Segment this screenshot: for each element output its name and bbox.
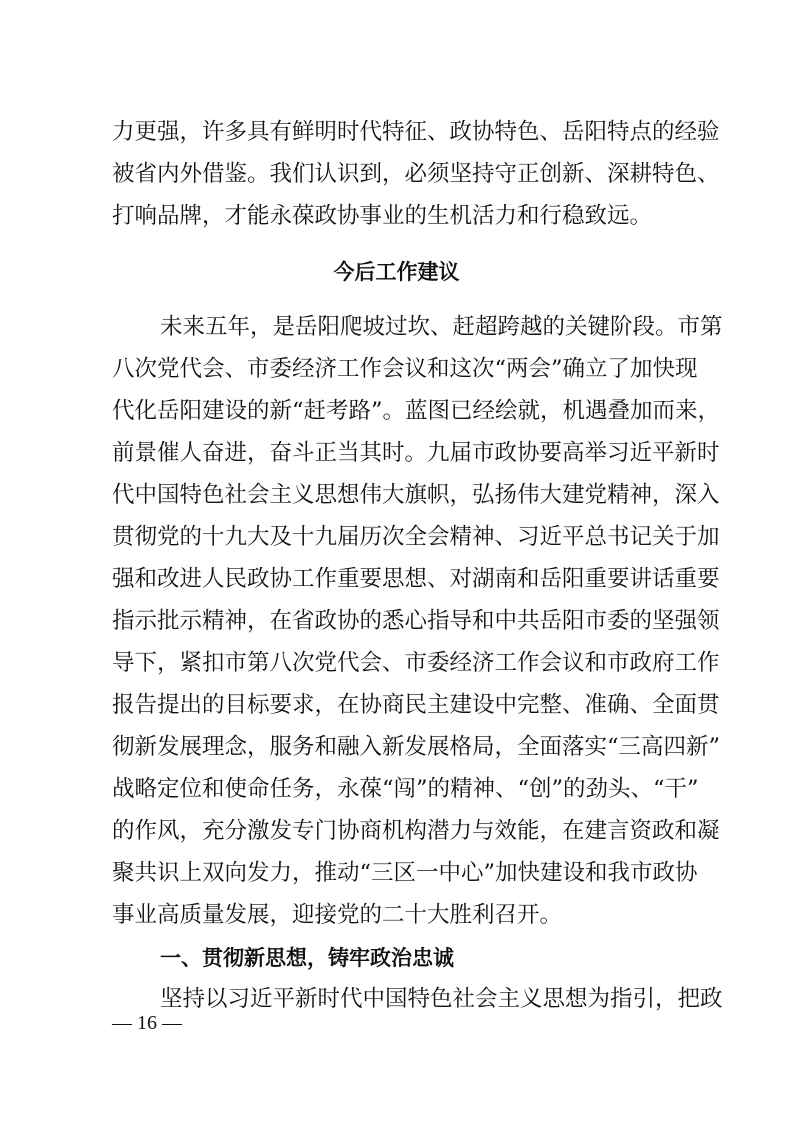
page-number: — 16 — [112, 1012, 182, 1034]
paragraph-line: 战略定位和使命任务，永葆“闯”的精神、“创”的劲头、“干” [112, 776, 699, 802]
section-title: 今后工作建议 [333, 260, 460, 284]
paragraph-line: 代中国特色社会主义思想伟大旗帜，弘扬伟大建党精神，深入 [112, 482, 720, 508]
paragraph-line: 坚持以习近平新时代中国特色社会主义思想为指引，把政 [160, 986, 723, 1012]
paragraph-line: 指示批示精神，在省政协的悉心指导和中共岳阳市委的坚强领 [112, 608, 720, 634]
paragraph-line: 导下，紧扣市第八次党代会、市委经济工作会议和市政府工作 [112, 650, 720, 676]
paragraph-line: 打响品牌，才能永葆政协事业的生机活力和行稳致远。 [112, 203, 653, 229]
paragraph-line: 力更强，许多具有鲜明时代特征、政协特色、岳阳特点的经验 [112, 119, 720, 145]
paragraph-line: 彻新发展理念，服务和融入新发展格局，全面落实“三高四新” [112, 734, 721, 760]
paragraph-line: 八次党代会、市委经济工作会议和这次“两会”确立了加快现 [112, 356, 698, 382]
paragraph-line: 聚共识上双向发力，推动“三区一中心”加快建设和我市政协 [112, 860, 698, 886]
subsection-title: 一、贯彻新思想，铸牢政治忠诚 [160, 946, 454, 970]
paragraph-line: 贯彻党的十九大及十九届历次全会精神、习近平总书记关于加 [112, 524, 720, 550]
paragraph-line: 代化岳阳建设的新“赶考路”。蓝图已经绘就，机遇叠加而来， [112, 398, 721, 424]
paragraph-line: 前景催人奋进，奋斗正当其时。九届市政协要高举习近平新时 [112, 440, 720, 466]
paragraph-line: 强和改进人民政协工作重要思想、对湖南和岳阳重要讲话重要 [112, 566, 720, 592]
paragraph-line: 事业高质量发展，迎接党的二十大胜利召开。 [112, 902, 563, 928]
paragraph-line: 的作风，充分激发专门协商机构潜力与效能，在建言资政和凝 [112, 818, 720, 844]
paragraph-line: 未来五年，是岳阳爬坡过坎、赶超跨越的关键阶段。市第 [160, 314, 723, 340]
paragraph-line: 报告提出的目标要求，在协商民主建设中完整、准确、全面贯 [112, 692, 720, 718]
paragraph-line: 被省内外借鉴。我们认识到，必须坚持守正创新、深耕特色、 [112, 161, 720, 187]
